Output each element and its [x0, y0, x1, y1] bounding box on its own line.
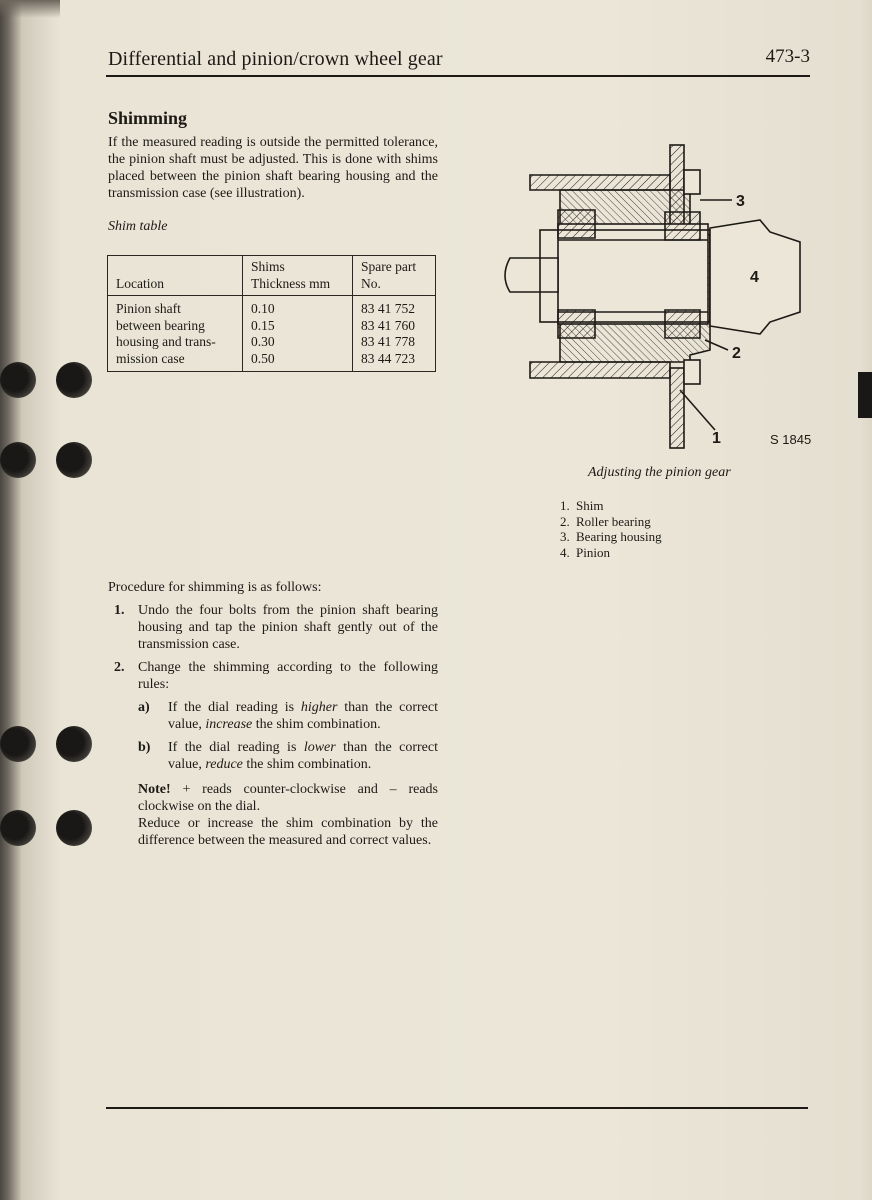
procedure-intro: Procedure for shimming is as follows: — [108, 580, 322, 595]
shim-table — [107, 255, 436, 372]
footer-rule — [106, 1107, 808, 1109]
punch-hole — [0, 810, 36, 846]
page-header-title: Differential and pinion/crown wheel gear — [108, 48, 443, 70]
header-location-label: Location — [116, 275, 164, 291]
part-number: 83 44 723 — [361, 350, 415, 366]
header-part — [353, 256, 436, 296]
thickness-value: 0.30 — [251, 334, 275, 349]
legend-label: Bearing housing — [576, 529, 662, 544]
part-number: 83 41 760 — [361, 317, 415, 333]
rule-text: If the dial reading is — [168, 740, 304, 755]
legend-item — [560, 498, 662, 514]
legend-number: 1. — [560, 498, 570, 513]
legend-item — [560, 545, 662, 561]
note-text-2: Reduce or increase the shim combination by the difference between the measured and correct values. — [138, 816, 438, 848]
bolt-top — [684, 170, 700, 194]
thickness-value: 0.50 — [251, 350, 275, 366]
bolt-bottom — [684, 360, 700, 384]
thickness-value: 0.10 — [251, 301, 275, 316]
punch-hole — [56, 442, 92, 478]
edge-tab-marker — [858, 372, 872, 418]
rule-a — [108, 699, 438, 733]
location-line: housing and trans- — [116, 334, 216, 349]
header-location — [108, 256, 243, 296]
figure-caption: Adjusting the pinion gear — [588, 465, 731, 480]
rule-emphasis: lower — [303, 740, 336, 755]
punch-hole — [56, 726, 92, 762]
part-number: 83 41 778 — [361, 334, 415, 349]
pinion-shaft-end — [505, 258, 558, 292]
rule-text: If the dial reading is — [168, 700, 301, 715]
pinion-adjustment-diagram — [500, 140, 820, 460]
page-number: 473-3 — [765, 46, 810, 67]
punch-hole — [0, 726, 36, 762]
legend-number: 3. — [560, 529, 570, 544]
note-label: Note! — [138, 782, 171, 797]
note-text: + reads counter-clockwise and – reads clockwise on the dial. — [138, 782, 438, 814]
punch-hole — [0, 442, 36, 478]
thickness-value: 0.15 — [251, 317, 275, 333]
legend-label: Pinion — [576, 544, 610, 560]
callout-2: 2 — [732, 345, 741, 362]
rule-letter: b) — [138, 740, 151, 755]
leader-line-1 — [680, 390, 715, 430]
location-line: between bearing — [116, 317, 205, 333]
section-title: Shimming — [108, 108, 188, 128]
left-bearing-top — [558, 210, 595, 238]
intro-paragraph: If the measured reading is outside the permitted tolerance, the pinion shaft must be adjusted. This is done with shims placed between the pinion shaft bearing housing and the transmission case (see illustration). — [108, 135, 438, 201]
rule-text: than the correct value, — [168, 700, 438, 732]
procedure-step-2 — [108, 659, 438, 693]
procedure-step-1 — [108, 602, 438, 653]
header-rule — [106, 75, 810, 77]
step-number: 1. — [114, 603, 125, 618]
callout-3: 3 — [736, 193, 745, 210]
legend-item — [560, 514, 662, 530]
rule-text: the shim combination. — [252, 717, 381, 732]
legend-item — [560, 529, 662, 545]
procedure-steps — [108, 602, 438, 849]
case-top — [530, 175, 670, 190]
case-bottom — [530, 362, 670, 378]
step-number: 2. — [114, 660, 125, 675]
rule-b — [108, 739, 438, 773]
header-part-line2: No. — [361, 275, 381, 291]
rule-text: than the correct value, — [168, 740, 439, 772]
header-thickness — [243, 256, 353, 296]
callout-1: 1 — [712, 430, 721, 447]
legend-label: Roller bearing — [576, 513, 651, 529]
table-row — [108, 296, 436, 372]
legend-number: 2. — [560, 513, 570, 529]
rule-text: the shim combination. — [242, 757, 372, 772]
location-line: mission case — [116, 350, 185, 366]
rule-emphasis: increase — [205, 717, 253, 732]
note-block — [108, 781, 438, 849]
location-cell — [108, 296, 243, 372]
left-bearing-bottom — [558, 310, 595, 338]
rule-emphasis: higher — [300, 700, 338, 715]
part-number-cell — [353, 296, 436, 372]
punch-hole — [56, 362, 92, 398]
punch-hole — [56, 810, 92, 846]
header-thickness-line2: Thickness mm — [251, 275, 331, 291]
legend-number: 4. — [560, 544, 570, 560]
callout-4: 4 — [750, 269, 759, 286]
rule-emphasis: reduce — [205, 757, 243, 772]
right-bearing-bottom — [665, 310, 700, 338]
header-part-line1: Spare part — [361, 259, 417, 274]
header-thickness-line1: Shims — [251, 259, 285, 274]
table-header-row — [108, 256, 436, 296]
rule-letter: a) — [138, 700, 150, 715]
table-caption: Shim table — [108, 219, 168, 234]
figure-legend — [560, 498, 662, 560]
part-number: 83 41 752 — [361, 301, 415, 316]
location-line: Pinion shaft — [116, 301, 181, 316]
step-text: Change the shimming according to the following rules: — [138, 660, 438, 692]
thickness-cell — [243, 296, 353, 372]
figure-reference: S 1845 — [770, 432, 812, 447]
step-text: Undo the four bolts from the pinion shaft bearing housing and tap the pinion shaft gently out of the transmission case. — [138, 603, 438, 652]
case-wall-lower — [670, 368, 684, 448]
binding-shadow — [0, 0, 60, 18]
legend-label: Shim — [576, 498, 604, 513]
right-bearing-top — [665, 212, 700, 240]
punch-hole — [0, 362, 36, 398]
